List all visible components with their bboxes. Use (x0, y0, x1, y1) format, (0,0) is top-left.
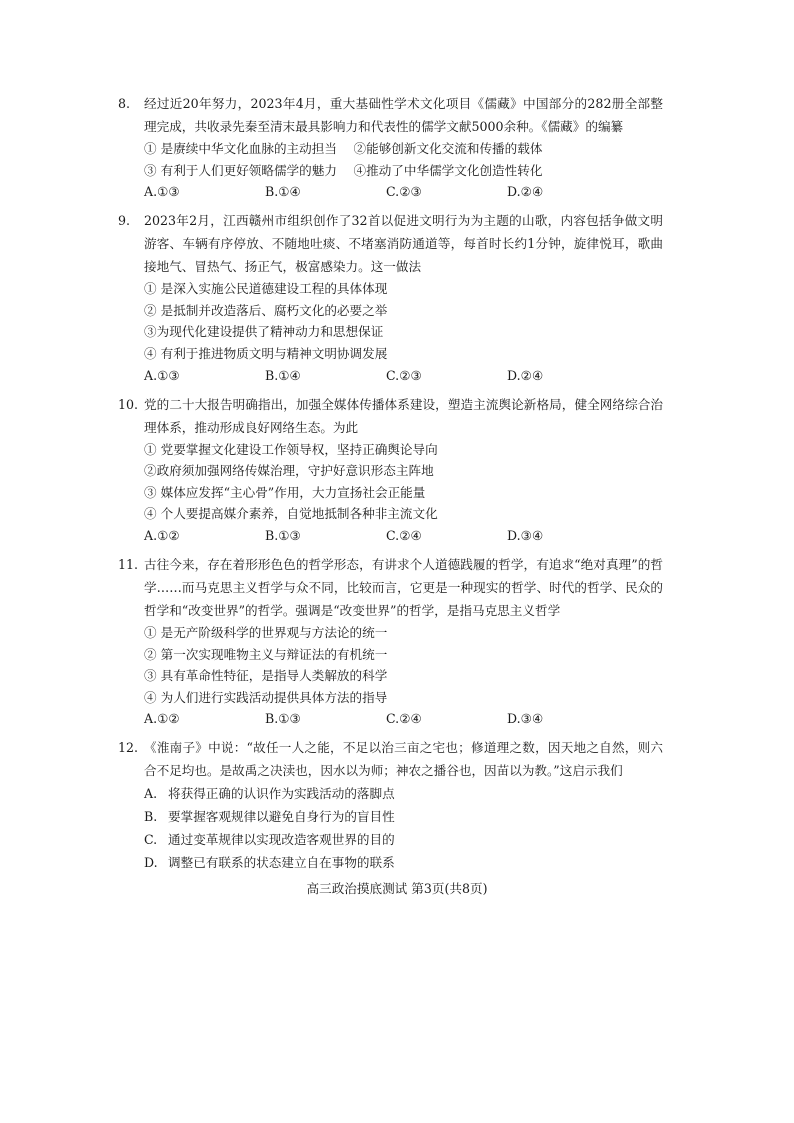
statement-4: ④ 有利于推进物质文明与精神文明协调发展 (144, 345, 388, 361)
choice-a: A.①② (144, 711, 180, 727)
option-letter: C. (144, 832, 158, 848)
question-12 (118, 736, 663, 874)
statement-1: ① 是无产阶级科学的世界观与方法论的统一 (144, 624, 388, 640)
page-footer (0, 878, 794, 897)
option-text: 将获得正确的认识作为实践活动的落脚点 (168, 786, 395, 802)
option-letter: A. (144, 786, 158, 802)
question-number: 11. (118, 556, 139, 572)
choice-c: C.②③ (386, 367, 422, 383)
answer-choices (118, 365, 663, 387)
stem-text: 经过近20年努力，2023年4月，重大基础性学术文化项目《儒藏》中国部分的282册全部整理完成，共收录先秦至清末最具影响力和代表性的儒学文献5000余种。《儒藏》的编纂 (144, 96, 663, 134)
statement-2: ②政府须加强网络传媒治理，守护好意识形态主阵地 (144, 463, 434, 479)
question-number: 9. (118, 213, 131, 229)
question-8 (118, 92, 663, 203)
choice-c: C.②④ (386, 711, 422, 727)
question-9 (118, 209, 663, 386)
choice-b: B.①④ (265, 367, 301, 383)
choice-a: A.①③ (144, 184, 180, 200)
choice-b: B.①③ (265, 711, 301, 727)
question-stem (118, 736, 663, 782)
statement-3: ③为现代化建设提供了精神动力和思想保证 (144, 324, 384, 340)
exam-page (118, 92, 663, 880)
stem-text: 古往今来，存在着形形色色的哲学形态，有讲求个人道德践履的哲学，有追求“绝对真理”的哲学……而马克思主义哲学与众不同，比较而言，它更是一种现实的哲学、时代的哲学、民众的哲学和“改变世界”的哲学。强调是“改变世界”的哲学，是指马克思主义哲学 (144, 556, 663, 618)
answer-options (118, 782, 663, 874)
statement-4: ④ 个人要提高媒介素养，自觉地抵制各种非主流文化 (144, 506, 438, 522)
answer-choices (118, 181, 663, 203)
statement-2: ② 是抵制并改造落后、腐朽文化的必要之举 (144, 302, 388, 318)
statement-row: ① 是赓续中华文化血脉的主动担当 ②能够创新文化交流和传播的载体 (144, 141, 543, 156)
question-number: 8. (118, 96, 131, 111)
option-text: 要掌握客观规律以避免自身行为的盲目性 (168, 809, 395, 825)
stem-text: 《淮南子》中说：“故任一人之能，不足以治三亩之宅也；修道理之数，因天地之自然，则六合不足均也。是故禹之决渎也，因水以为师；神农之播谷也，因苗以为教。”这启示我们 (144, 740, 663, 779)
statement-row: ③ 有利于人们更好领略儒学的魅力 ④推动了中华儒学文化创造性转化 (144, 162, 543, 178)
choice-b: B.①④ (265, 184, 301, 200)
answer-choices (118, 708, 663, 730)
choice-a: A.①③ (144, 367, 180, 383)
question-stem (118, 393, 663, 439)
page-indicator: 第3页(共8页) (411, 881, 488, 896)
exam-title: 高三政治摸底测试 (306, 881, 408, 896)
option-letter: B. (144, 809, 158, 825)
question-number: 12. (118, 740, 139, 756)
statement-1: ① 是深入实施公民道德建设工程的具体体现 (144, 281, 388, 297)
question-stem (118, 209, 663, 278)
choice-d: D.③④ (507, 711, 544, 727)
choice-b: B.①③ (265, 527, 301, 543)
choice-a: A.①② (144, 527, 180, 543)
option-c (144, 828, 663, 851)
choice-d: D.②④ (507, 184, 544, 200)
option-text: 通过变革规律以实现改造客观世界的目的 (168, 832, 395, 848)
option-b (144, 805, 663, 828)
statement-3: ③ 媒体应发挥“主心骨”作用，大力宣扬社会正能量 (144, 484, 426, 500)
option-letter: D. (144, 855, 158, 871)
option-d (144, 851, 663, 874)
choice-d: D.②④ (507, 367, 544, 383)
statement-1: ① 党要掌握文化建设工作领导权，坚持正确舆论导向 (144, 441, 438, 457)
choice-d: D.③④ (507, 527, 544, 543)
option-text: 调整已有联系的状态建立自在事物的联系 (168, 855, 395, 871)
stem-text: 党的二十大报告明确指出，加强全媒体传播体系建设，塑造主流舆论新格局，健全网络综合治理体系，推动形成良好网络生态。为此 (144, 396, 663, 435)
choice-c: C.②③ (386, 184, 422, 200)
answer-choices (118, 525, 663, 547)
question-11 (118, 553, 663, 730)
stem-text: 2023年2月，江西赣州市组织创作了32首以促进文明行为为主题的山歌，内容包括争做文明游客、车辆有序停放、不随地吐痰、不堵塞消防通道等，每首时长约1分钟，旋律悦耳，歌曲接地气、冒热气、扬正气，极富感染力。这一做法 (144, 213, 663, 275)
question-number: 10. (118, 396, 139, 412)
question-stem (118, 553, 663, 622)
statement-4: ④ 为人们进行实践活动提供具体方法的指导 (144, 689, 388, 705)
option-a (144, 782, 663, 805)
choice-c: C.②④ (386, 527, 422, 543)
question-10 (118, 393, 663, 547)
statement-3: ③ 具有革命性特征，是指导人类解放的科学 (144, 668, 388, 684)
statement-2: ② 第一次实现唯物主义与辩证法的有机统一 (144, 646, 388, 662)
question-stem (118, 92, 663, 138)
